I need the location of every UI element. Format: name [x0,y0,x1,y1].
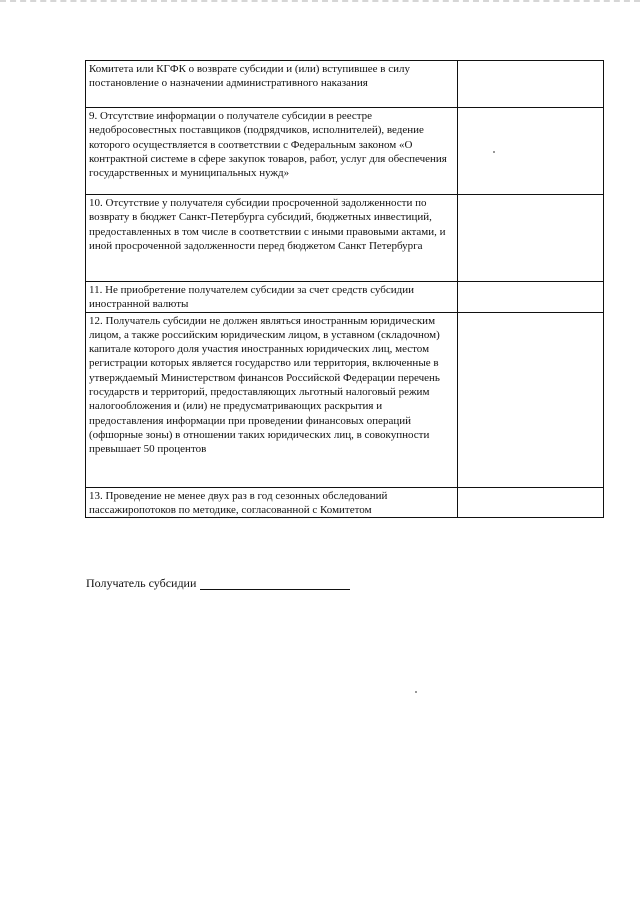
table-row [86,195,604,282]
table-row [86,282,604,313]
signature-line [200,577,350,590]
criterion-text: 10. Отсутствие у получателя субсидии просроченной задолженности по возврату в бюджет Санкт-Петербурга субсидий, бюджетных инвестиций, предоставленных в том числе в соответствии с иными правовыми актами, и иной просроченной задолженности перед бюджетом Санкт Петербурга [86,195,458,282]
criterion-mark-cell [457,282,603,313]
criterion-mark-cell [457,312,603,487]
scan-speck [415,691,417,693]
criterion-text: 9. Отсутствие информации о получателе субсидии в реестре недобросовестных поставщиков (подрядчиков, исполнителей), ведение которого осуществляется в соответствии с Федеральным законом «О контрактной системе в сфере закупок товаров, работ, услуг для обеспечения государственных и муниципальных нужд» [86,108,458,195]
scan-edge-marks [0,0,640,8]
table-row [86,61,604,108]
criterion-mark-cell [457,487,603,518]
table-row [86,487,604,518]
criterion-mark-cell [457,108,603,195]
criteria-table [85,60,604,518]
criterion-mark-cell [457,195,603,282]
scan-speck [493,151,495,153]
table-row [86,108,604,195]
signature-block [86,576,350,590]
criterion-text: 13. Проведение не менее двух раз в год сезонных обследований пассажиропотоков по методике, согласованной с Комитетом [86,487,458,518]
criterion-text: Комитета или КГФК о возврате субсидии и (или) вступившее в силу постановление о назначении административного наказания [86,61,458,108]
table-row [86,312,604,487]
criterion-mark-cell [457,61,603,108]
criterion-text: 11. Не приобретение получателем субсидии за счет средств субсидии иностранной валюты [86,282,458,313]
criterion-text: 12. Получатель субсидии не должен являться иностранным юридическим лицом, а также российским юридическим лицом, в уставном (складочном) капитале которого доля участия иностранных юридических лиц, местом регистрации которых является государство или территория, включенные в утверждаемый Министерством финансов Российской Федерации перечень государств и территорий, предоставляющих льготный налоговый режим налогообложения и (или) не предусматривающих раскрытия и предоставления информации при проведении финансовых операций (офшорные зоны) в отношении таких юридических лиц, в совокупности превышает 50 процентов [86,312,458,487]
signature-label: Получатель субсидии [86,576,197,590]
